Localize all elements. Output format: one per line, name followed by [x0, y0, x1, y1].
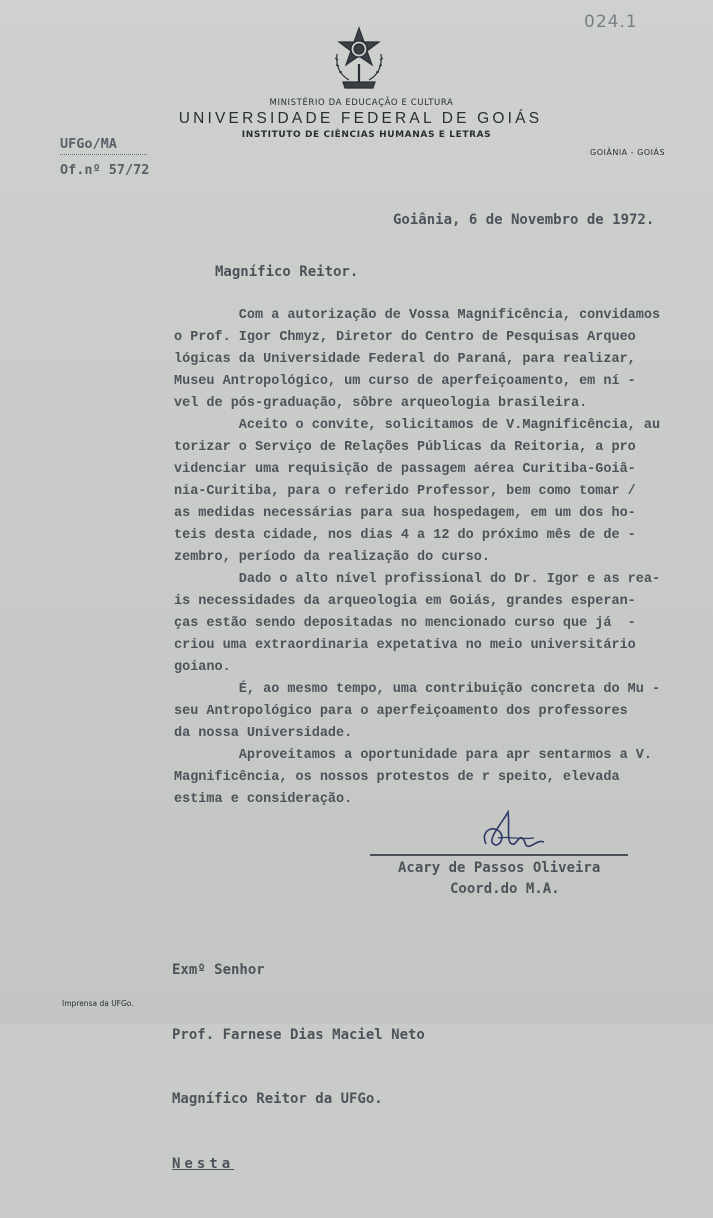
reference-department: UFGo/MA [60, 136, 147, 155]
letter-body: Com a autorização de Vossa Magnificência, convidamos o Prof. Igor Chmyz, Diretor do Centro de Pesquisas Arqueo lógicas da Universidade Federal do Paraná, para realizar, Museu Antropológico, um curso de aperfeiçoamento, em ní - vel de pós-graduação, sôbre arqueologia brasileira. Aceito o convite, solicitamos de V.Magnificência, au torizar o Serviço de Relações Públicas da Reitoria, a pro videnciar uma requisição de passagem aérea Curitiba-Goiâ- nia-Curitiba, para o referido Professor, bem como tomar / as medidas necessárias para sua hospedagem, em um dos ho- teis desta cidade, nos dias 4 a 12 do próximo mês de de - zembro, período da realização do curso. Dado o alto nível profissional do Dr. Igor e as rea- is necessidades da arqueologia em Goiás, grandes esperan- ças estão sendo depositadas no mencionado curso que já - criou uma extraordinaria expetativa no meio universitário goiano. É, ao mesmo tempo, uma contribuição concreta do Mu - seu Antropológico para o aperfeiçoamento dos professores da nossa Universidade. Aproveitamos a oportunidade para apr sentarmos a V. Magnificência, os nossos protestos de r speito, elevada estima e consideração. [174, 308, 661, 807]
brazil-coat-of-arms-emblem [329, 24, 389, 94]
addressee-location: Nesta [172, 1155, 235, 1172]
addressee-name: Prof. Farnese Dias Maciel Neto [172, 1026, 425, 1043]
letter-date: Goiânia, 6 de Novembro de 1972. [393, 212, 655, 228]
archive-number: 024.1 [584, 12, 638, 32]
signatory-name: Acary de Passos Oliveira [398, 860, 601, 876]
institute-heading: INSTITUTO DE CIÊNCIAS HUMANAS E LETRAS [241, 130, 492, 140]
addressee-greeting: Exmº Senhor [172, 962, 265, 978]
letterhead-city: GOIÂNIA - GOIÁS [590, 148, 666, 157]
salutation: Magnífico Reitor. [215, 264, 359, 280]
signature-line [370, 854, 628, 856]
addressee-position: Magnífico Reitor da UFGo. [172, 1091, 383, 1107]
ministry-heading: MINISTÉRIO DA EDUCAÇÃO E CULTURA [269, 98, 454, 108]
printer-footer: Imprensa da UFGo. [62, 999, 134, 1008]
university-heading: UNIVERSIDADE FEDERAL DE GOIÁS [178, 110, 543, 127]
reference-office-number: Of.nº 57/72 [60, 162, 150, 178]
addressee-block [172, 917, 425, 1218]
signatory-title: Coord.do M.A. [450, 881, 560, 897]
handwritten-signature [478, 802, 548, 862]
